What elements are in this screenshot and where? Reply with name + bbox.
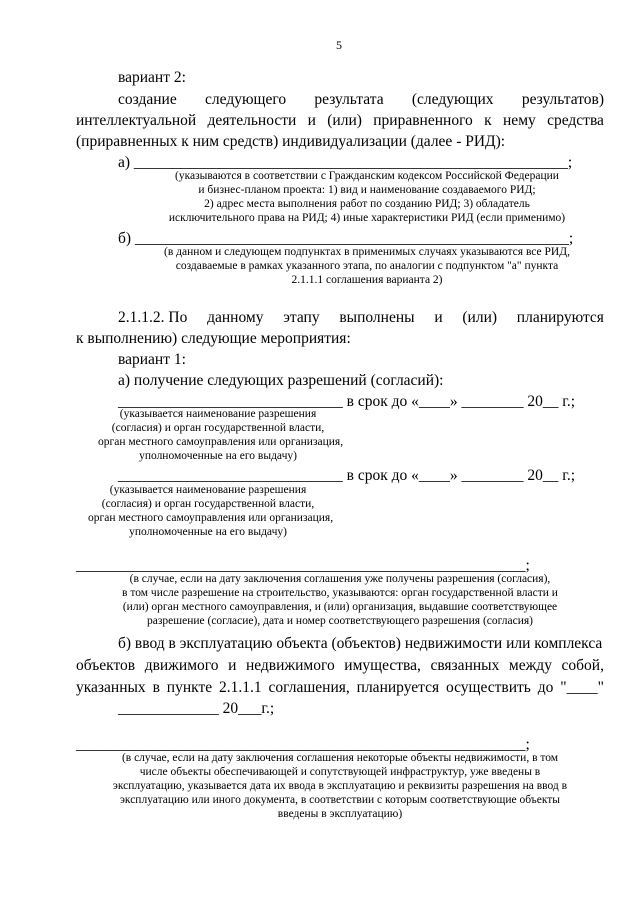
permit-line-2: _____________________________ в срок до «____» ________ 20__ г.; (118, 467, 576, 484)
word: средства (547, 112, 604, 129)
word: приравненного (373, 112, 473, 129)
hint-a-1: (указываются в соответствии с Гражданским кодексом Российской Федерации (175, 170, 559, 182)
word: результата (314, 91, 384, 108)
word: (или) (327, 112, 362, 129)
permit-hint-1-3: орган местного самоуправления или организация, (98, 436, 344, 448)
permit-line-1: _____________________________ в срок до «____» ________ 20__ г.; (118, 393, 576, 410)
item-b-line4: _____________ 20___г.; (118, 700, 275, 717)
word: результатов) (521, 91, 604, 108)
word: "____" (560, 679, 604, 696)
word: следующего (205, 91, 287, 108)
hint-a-3: 2) адрес места выполнения работ по созданию РИД; 3) обладатель (204, 198, 530, 210)
word: данному (207, 309, 264, 326)
final-hint-2: числе объекты обеспечивающей и сопутствующей инфраструктур, уже введены в (139, 766, 541, 778)
word: и (434, 309, 443, 326)
final-hint-1: (в случае, если на дату заключения соглашения некоторые объекты недвижимости, в том (121, 752, 559, 764)
item-b-line1: б) ввод в эксплуатацию объекта (объектов) недвижимости или комплекса (118, 635, 603, 652)
word: интеллектуальной (76, 112, 197, 129)
word: и (307, 112, 316, 129)
clause-line2: к выполнению) следующие мероприятия: (76, 330, 351, 347)
final-hint-3: эксплуатацию, указывается дата их ввода в эксплуатацию и реквизиты разрешения на ввод в (112, 780, 568, 792)
word: этапу (283, 309, 320, 326)
permit-hint-1-2: (согласия) и орган государственной власти, (111, 422, 325, 434)
permit-hint-1-1: (указывается наименование разрешения (119, 408, 317, 420)
word: пункте (166, 679, 213, 696)
permit-hint-1-4: уполномоченные на его выдачу) (139, 450, 297, 462)
word: деятельности (207, 112, 297, 129)
blank-hint-3: (или) орган местного самоуправления, и (или) организация, выдавшие соответствующее (122, 601, 558, 613)
word: указанных (76, 679, 146, 696)
word: между (508, 657, 552, 674)
hint-b-3: 2.1.1.1 соглашения варианта 2) (291, 274, 443, 286)
word: (или) (462, 309, 498, 326)
word: (следующих (411, 91, 494, 108)
item-b-line3 (76, 680, 604, 696)
final-hint-5: введены в эксплуатацию) (277, 808, 403, 820)
clause-line1 (118, 310, 604, 326)
variant2-heading: вариант 2: (118, 69, 186, 86)
word: к (484, 112, 492, 129)
blank-hint-4: разрешение (согласие), дата и номер соответствующего разрешения (согласия) (147, 615, 533, 627)
blank-line-2: __________________________________________________________; (76, 736, 530, 753)
word: недвижимого (245, 657, 335, 674)
word: 2.1.1.2. По (118, 309, 188, 326)
word: осуществить (446, 679, 531, 696)
blank-hint-1: (в случае, если на дату заключения соглашения уже получены разрешения (согласия), (129, 573, 551, 585)
item-a-permits: а) получение следующих разрешений (согласий): (118, 372, 444, 389)
blank-hint-2: в том числе разрешение на строительство, указываются: орган государственной власти и (122, 587, 558, 599)
item-b-line2 (76, 658, 604, 674)
variant2-line1 (118, 92, 604, 108)
word: до (537, 679, 554, 696)
hint-b-2: создаваемые в рамках указанного этапа, по аналогии с подпунктом "а" пункта (175, 260, 559, 272)
variant2-line2 (76, 113, 604, 129)
variant2-item-b: б) ________________________________________________________; (118, 230, 574, 247)
page-number: 5 (336, 38, 342, 52)
word: в (152, 679, 160, 696)
final-hint-4: эксплуатацию или иного документа, в соответствии с которым соответствующие объекты (119, 794, 561, 806)
variant2-item-a: а) ________________________________________________________; (118, 154, 573, 171)
word: и (228, 657, 237, 674)
hint-a-2: и бизнес-планом проекта: 1) вид и наименование создаваемого РИД; (198, 184, 536, 196)
permit-hint-2-2: (согласия) и орган государственной власти, (101, 498, 315, 510)
word: создание (118, 91, 177, 108)
word: связанных (430, 657, 500, 674)
word: движимого (144, 657, 219, 674)
blank-line-1: __________________________________________________________; (76, 557, 530, 574)
hint-b-1: (в данном и следующем подпунктах в применимых случаях указываются все РИД, (164, 246, 570, 258)
variant2-line3: (приравненных к ним средств) индивидуализации (далее - РИД): (76, 133, 506, 150)
word: планируются (516, 309, 604, 326)
word: имущества, (344, 657, 421, 674)
word: нему (503, 112, 536, 129)
word: выполнены (339, 309, 415, 326)
variant1-heading: вариант 1: (118, 351, 186, 368)
word: соглашения, (268, 679, 350, 696)
word: объектов (76, 657, 136, 674)
hint-a-4: исключительного права на РИД; 4) иные характеристики РИД (если применимо) (168, 212, 566, 224)
permit-hint-2-3: орган местного самоуправления или организация, (88, 512, 334, 524)
word: планируется (356, 679, 440, 696)
permit-hint-2-4: уполномоченные на его выдачу) (129, 526, 287, 538)
word: 2.1.1.1 (219, 679, 262, 696)
permit-hint-2-1: (указывается наименование разрешения (109, 484, 307, 496)
word: собой, (561, 657, 604, 674)
